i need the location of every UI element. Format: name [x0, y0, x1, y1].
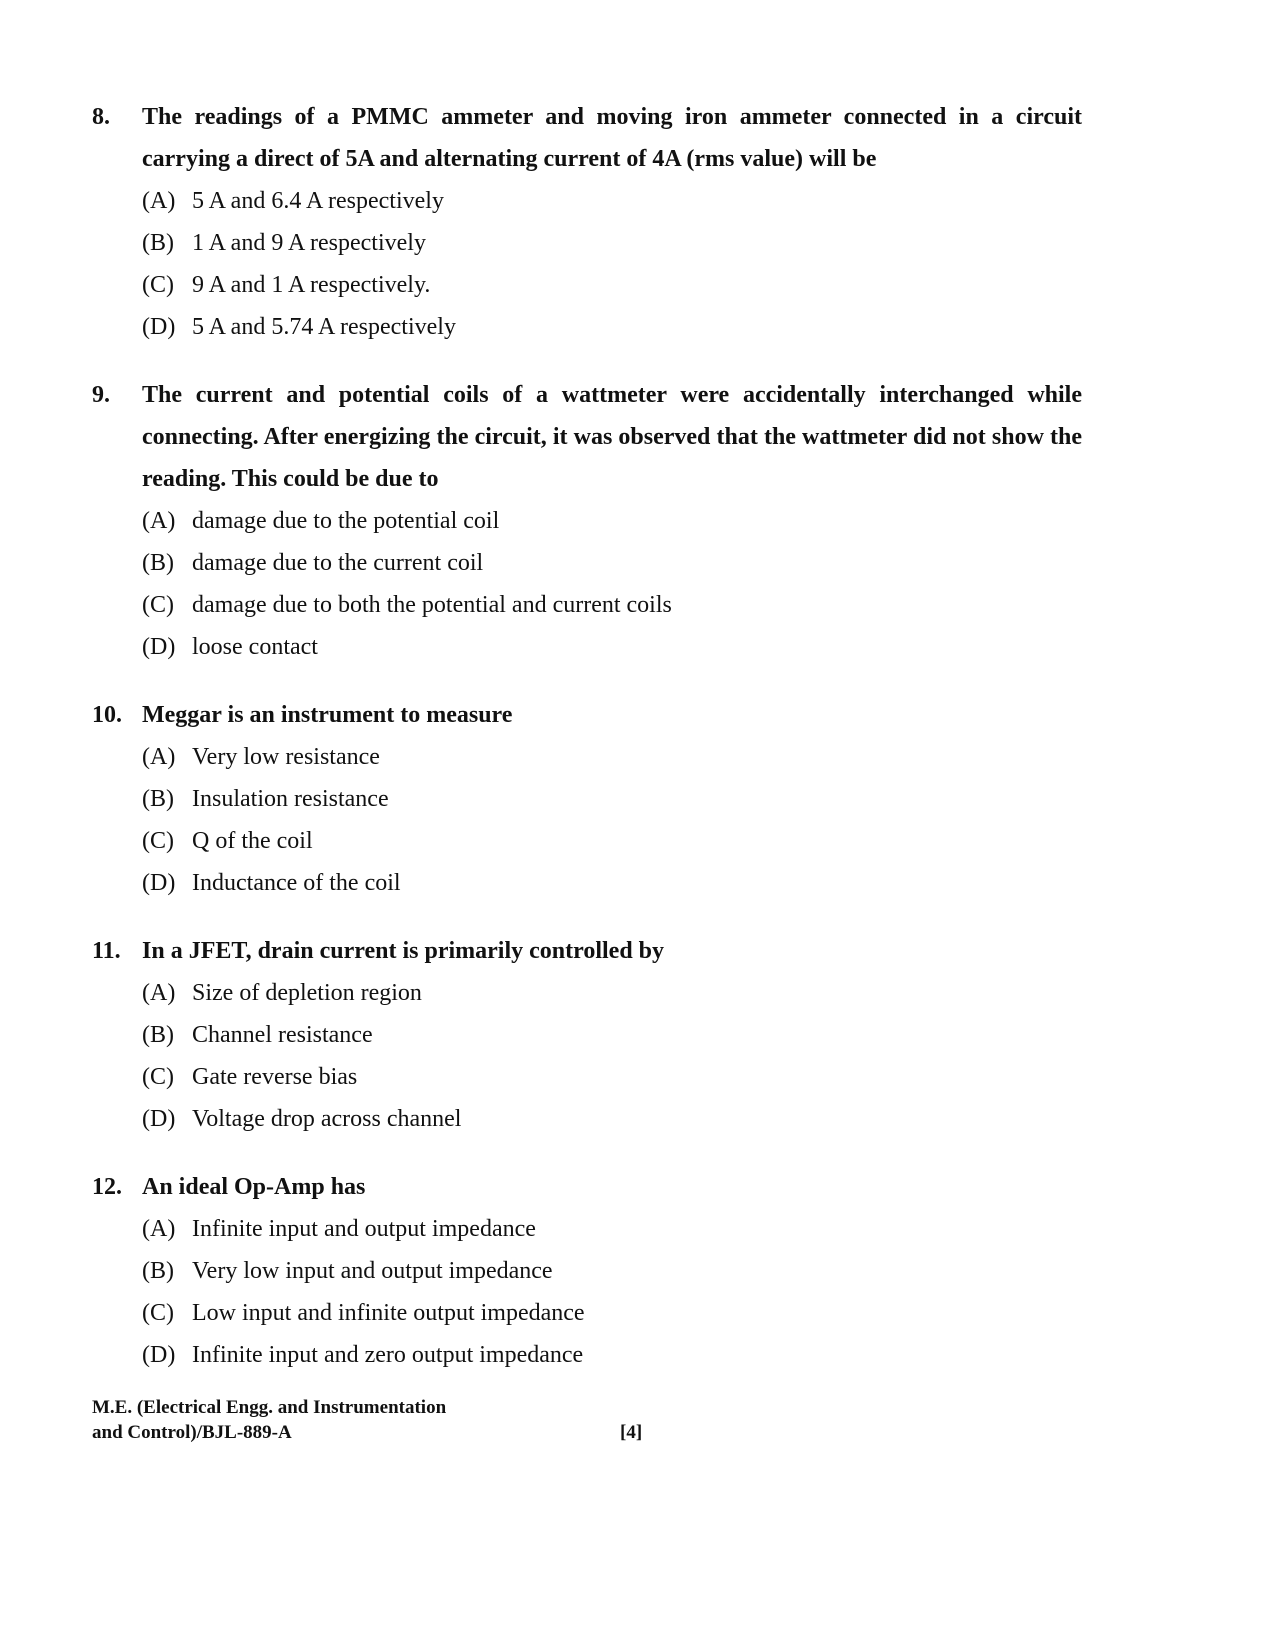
question-text: The current and potential coils of a wattmeter were accidentally interchanged while connecting. After energizing the circuit, it was observed that the wattmeter did not show the reading. This could be due to [142, 382, 1082, 492]
option-letter: (C) [142, 828, 174, 854]
option-text: Insulation resistance [192, 786, 389, 812]
question-header [92, 1166, 1082, 1208]
option-text: Size of depletion region [192, 980, 422, 1006]
option-text: Channel resistance [192, 1022, 373, 1048]
option-b [142, 778, 1082, 820]
option-a [142, 500, 1082, 542]
option-letter: (B) [142, 786, 174, 812]
page-number: [4] [620, 1422, 643, 1443]
question-header [92, 930, 1082, 972]
option-text: damage due to both the potential and current coils [192, 592, 672, 618]
option-letter: (D) [142, 870, 176, 896]
option-text: damage due to the potential coil [192, 508, 500, 534]
option-b [142, 222, 1082, 264]
option-text: Gate reverse bias [192, 1064, 358, 1090]
option-text: 5 A and 5.74 A respectively [192, 314, 456, 340]
question-number: 11. [92, 938, 121, 964]
option-letter: (D) [142, 314, 176, 340]
option-letter: (D) [142, 634, 176, 660]
option-a [142, 736, 1082, 778]
option-text: Low input and infinite output impedance [192, 1300, 585, 1326]
option-letter: (B) [142, 1022, 174, 1048]
option-text: 1 A and 9 A respectively [192, 230, 426, 256]
option-letter: (B) [142, 230, 174, 256]
option-text: Very low resistance [192, 744, 380, 770]
question-header [92, 96, 1082, 180]
option-d [142, 1098, 1082, 1140]
option-letter: (D) [142, 1342, 176, 1368]
option-letter: (C) [142, 592, 174, 618]
option-c [142, 1292, 1082, 1334]
option-d [142, 862, 1082, 904]
footer-course-line2: and Control)/BJL-889-A [92, 1422, 292, 1443]
question-text: The readings of a PMMC ammeter and moving iron ammeter connected in a circuit carrying a direct of 5A and alternating current of 4A (rms value) will be [142, 104, 1082, 172]
option-list [92, 736, 1082, 904]
option-list [92, 972, 1082, 1140]
option-d [142, 1334, 1082, 1376]
question-header [92, 374, 1082, 500]
option-b [142, 542, 1082, 584]
option-letter: (C) [142, 272, 174, 298]
option-text: Voltage drop across channel [192, 1106, 462, 1132]
question-text: Meggar is an instrument to measure [142, 702, 513, 728]
option-list [92, 180, 1082, 348]
option-b [142, 1250, 1082, 1292]
option-letter: (A) [142, 1216, 176, 1242]
option-text: Q of the coil [192, 828, 313, 854]
question-text: An ideal Op-Amp has [142, 1174, 366, 1200]
question-list [92, 96, 1082, 1402]
question-12 [92, 1166, 1082, 1376]
option-letter: (A) [142, 744, 176, 770]
question-11 [92, 930, 1082, 1140]
option-c [142, 1056, 1082, 1098]
option-d [142, 306, 1082, 348]
option-letter: (A) [142, 188, 176, 214]
option-text: 5 A and 6.4 A respectively [192, 188, 444, 214]
option-text: loose contact [192, 634, 318, 660]
option-text: 9 A and 1 A respectively. [192, 272, 431, 298]
option-letter: (A) [142, 980, 176, 1006]
option-a [142, 972, 1082, 1014]
option-b [142, 1014, 1082, 1056]
option-c [142, 584, 1082, 626]
option-list [92, 1208, 1082, 1376]
option-letter: (D) [142, 1106, 176, 1132]
option-letter: (C) [142, 1064, 174, 1090]
question-number: 10. [92, 702, 122, 728]
question-header [92, 694, 1082, 736]
page-footer [92, 1395, 692, 1445]
option-text: Infinite input and zero output impedance [192, 1342, 584, 1368]
option-c [142, 264, 1082, 306]
option-letter: (A) [142, 508, 176, 534]
question-8 [92, 96, 1082, 348]
option-list [92, 500, 1082, 668]
option-text: Inductance of the coil [192, 870, 401, 896]
option-d [142, 626, 1082, 668]
question-number: 8. [92, 104, 110, 130]
question-number: 9. [92, 382, 110, 408]
option-letter: (B) [142, 550, 174, 576]
option-letter: (C) [142, 1300, 174, 1326]
footer-course-line1: M.E. (Electrical Engg. and Instrumentation [92, 1397, 447, 1418]
question-9 [92, 374, 1082, 668]
question-number: 12. [92, 1174, 122, 1200]
question-10 [92, 694, 1082, 904]
option-a [142, 180, 1082, 222]
option-c [142, 820, 1082, 862]
option-letter: (B) [142, 1258, 174, 1284]
option-text: Very low input and output impedance [192, 1258, 553, 1284]
option-text: damage due to the current coil [192, 550, 484, 576]
option-a [142, 1208, 1082, 1250]
option-text: Infinite input and output impedance [192, 1216, 536, 1242]
question-text: In a JFET, drain current is primarily controlled by [142, 938, 665, 964]
